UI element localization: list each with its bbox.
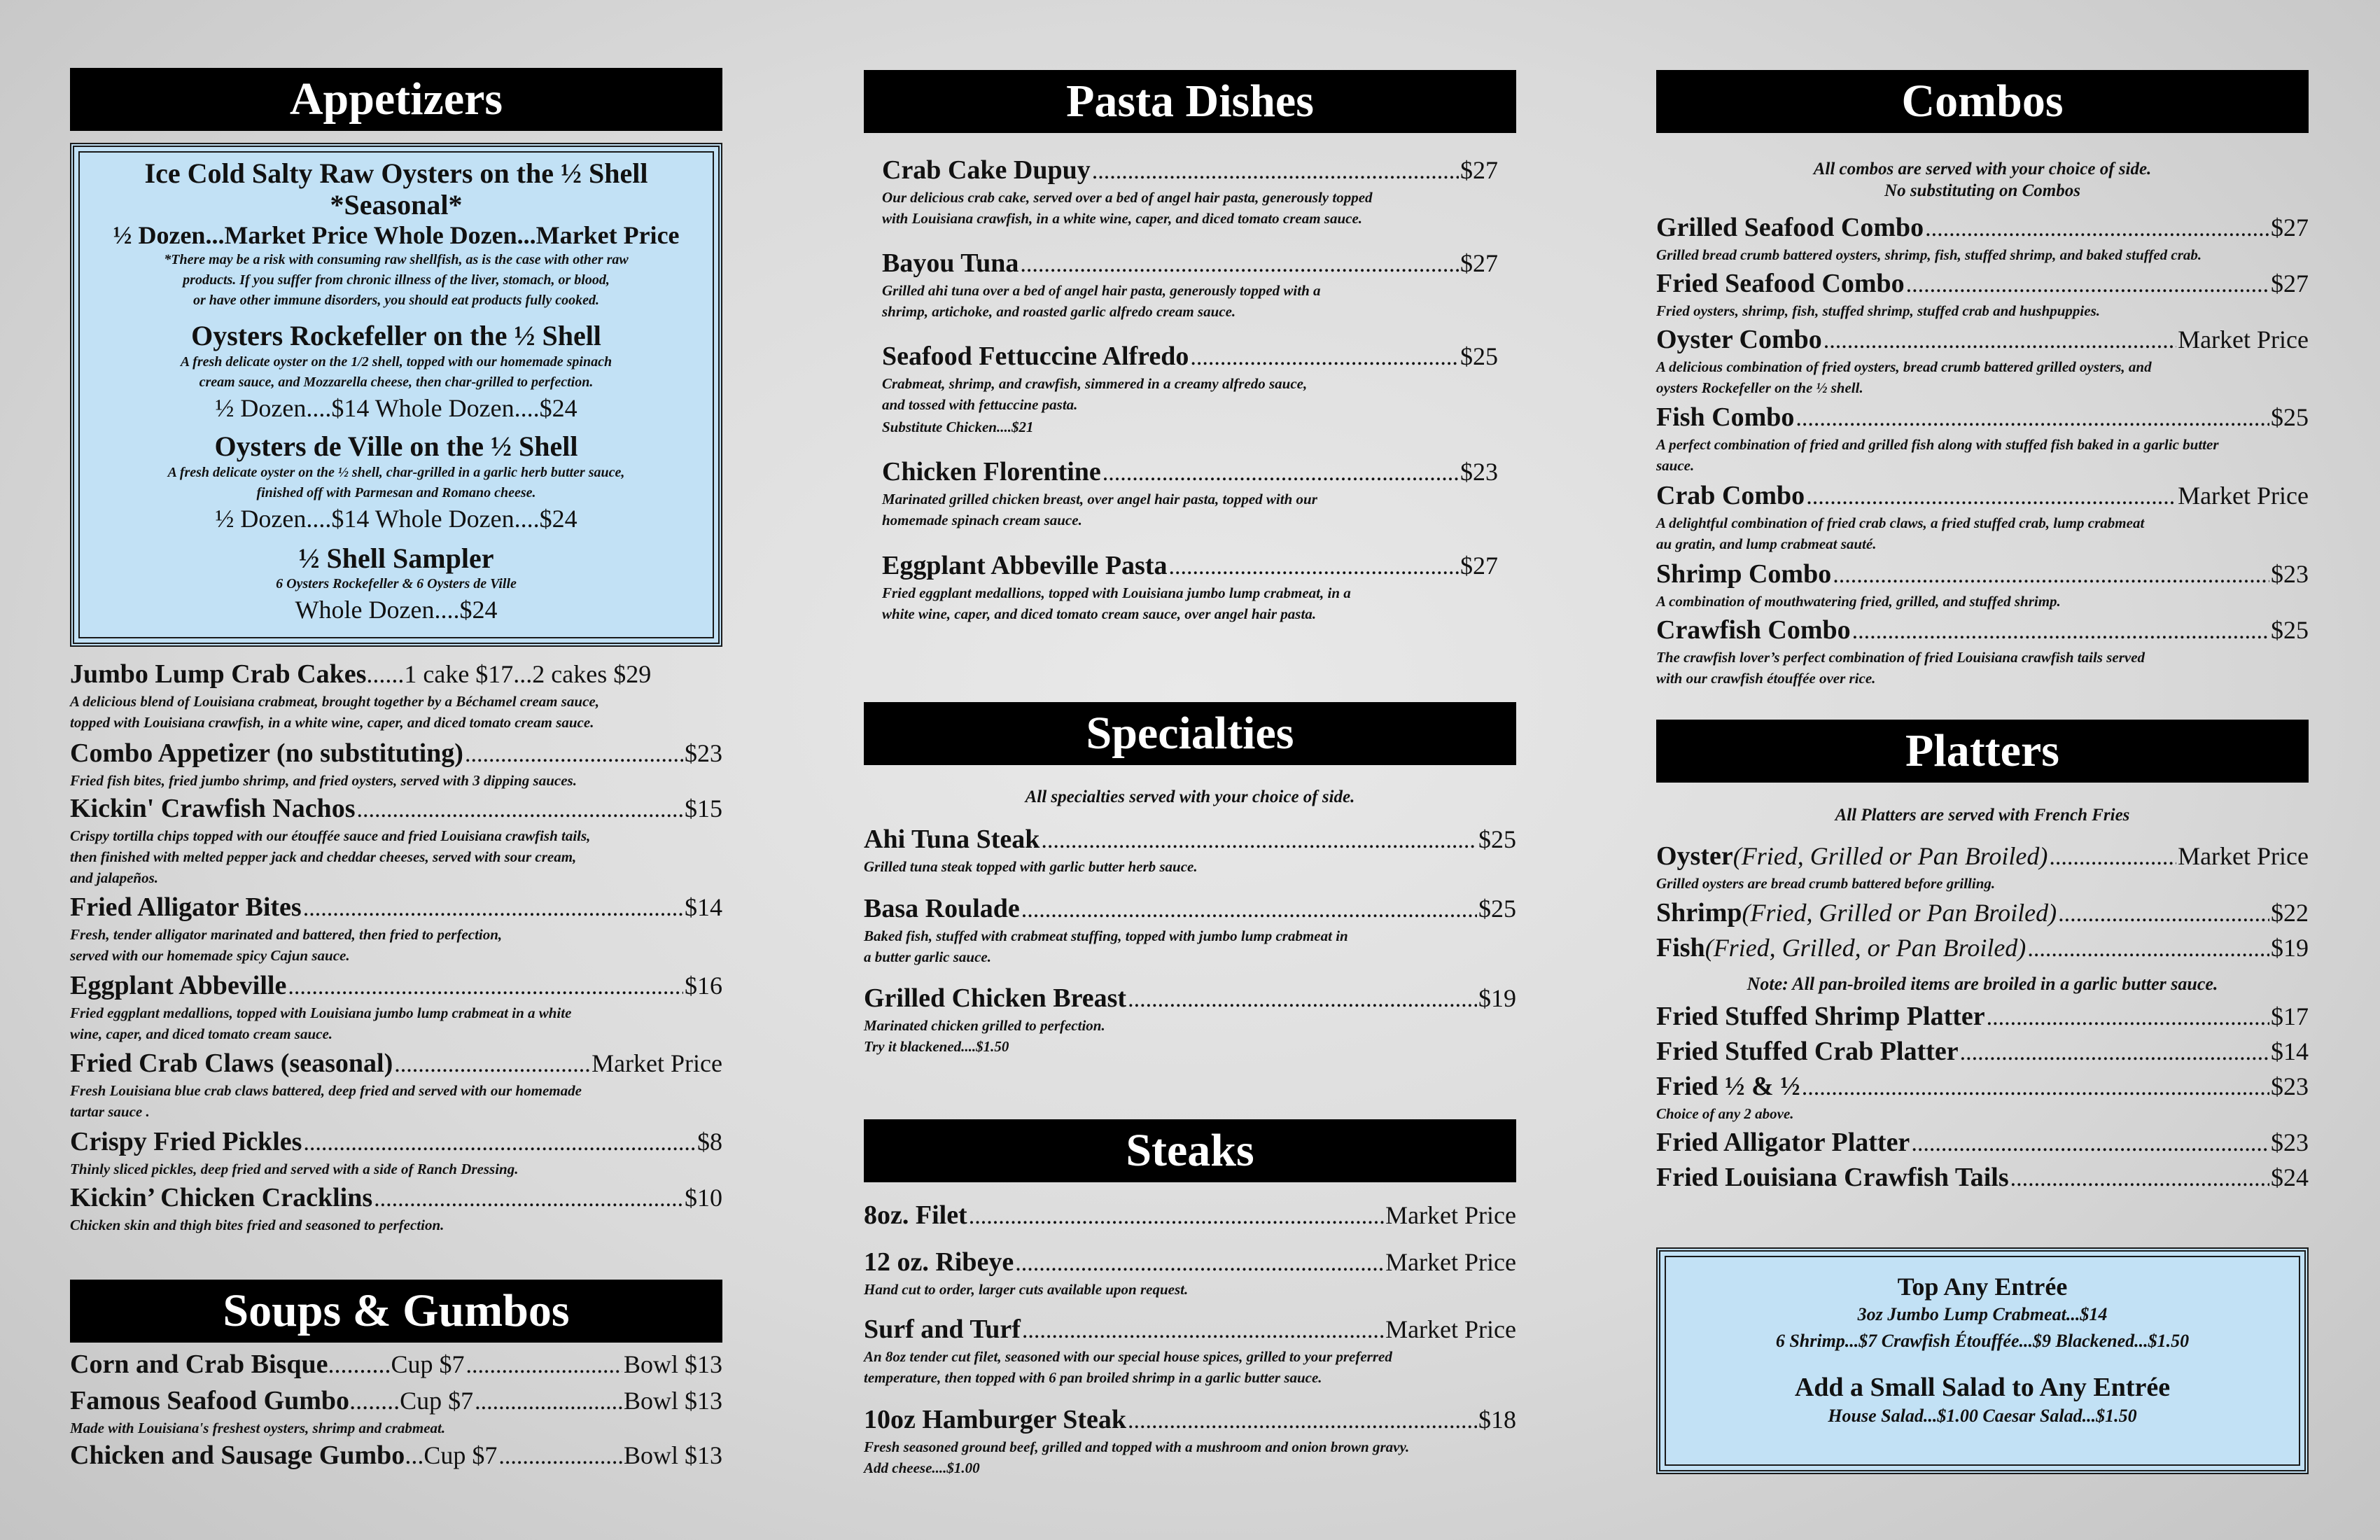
menu-item xyxy=(1656,841,2309,894)
item-price: $17 xyxy=(2271,1002,2309,1030)
item-name: 8oz. Filet xyxy=(864,1200,967,1230)
specialties-note: All specialties served with your choice of side. xyxy=(1025,788,1355,806)
dot-leader xyxy=(1833,562,2269,589)
pasta-header: Pasta Dishes xyxy=(864,70,1516,133)
combos-note: All combos are served with your choice of side. No substituting on Combos xyxy=(1813,160,2152,201)
item-name: Fried Seafood Combo xyxy=(1656,269,1905,298)
item-price: $25 xyxy=(2271,403,2309,431)
dot-leader xyxy=(1823,328,2176,354)
dot-leader xyxy=(465,741,683,768)
item-name: Fried Alligator Platter xyxy=(1656,1128,1910,1157)
specialties-header: Specialties xyxy=(864,702,1516,765)
item-desc: Fresh seasoned ground beef, grilled and topped with a mushroom and onion brown gravy. Add cheese....$1.00 xyxy=(864,1438,1410,1476)
item-price: $14 xyxy=(2271,1037,2309,1065)
menu-item xyxy=(882,342,1498,438)
dot-leader xyxy=(1169,554,1460,580)
item-desc: Grilled bread crumb battered oysters, shrimp, fish, stuffed shrimp, and baked stuffed crab. xyxy=(1656,246,2202,263)
dot-leader xyxy=(288,974,683,1000)
item-desc: Marinated grilled chicken breast, over angel hair pasta, topped with our homemade spinach cream sauce. xyxy=(882,490,1317,528)
menu-item xyxy=(70,1049,722,1122)
item-name: Fried Crab Claws (seasonal) xyxy=(70,1049,393,1078)
item-desc: An 8oz tender cut filet, seasoned with our special house spices, grilled to your preferred temperature, then topped with 6 pan broiled shrimp in a garlic butter sauce. xyxy=(864,1348,1392,1386)
item-name: Crawfish Combo xyxy=(1656,615,1851,645)
dot-leader xyxy=(498,1443,622,1470)
item-desc: A delicious combination of fried oysters, bread crumb battered grilled oysters, and oysters Rockefeller on the ½ shell. xyxy=(1656,358,2152,396)
item-name: Crab Cake Dupuy xyxy=(882,155,1091,185)
menu-item xyxy=(70,659,722,733)
rockefeller-desc: A fresh delicate oyster on the 1/2 shell, topped with our homemade spinach cream sauce, and Mozzarella cheese, then char-grilled to perfection. xyxy=(180,354,612,390)
item-desc: Fried oysters, shrimp, fish, stuffed shrimp, stuffed crab and hushpuppies. xyxy=(1656,302,2101,319)
top-entree-title: Top Any Entrée xyxy=(1897,1273,2068,1301)
menu-item xyxy=(1656,933,2309,963)
topping-box xyxy=(1656,1247,2309,1474)
sampler-title: ½ Shell Sampler xyxy=(298,542,494,574)
item-desc: A delicious blend of Louisiana crabmeat, brought together by a Béchamel cream sauce, topped with Louisiana crawfish, in a white wine, caper, and diced tomato cream sauce. xyxy=(70,692,599,731)
item-name: Crispy Fried Pickles xyxy=(70,1127,302,1156)
item-name: Fish xyxy=(1656,933,1705,962)
dot-leader xyxy=(1128,986,1477,1013)
bowl-price: Bowl $13 xyxy=(623,1387,722,1415)
dot-leader xyxy=(1092,158,1459,185)
item-name: Corn and Crab Bisque xyxy=(70,1350,328,1379)
item-name: Kickin' Crawfish Nachos xyxy=(70,794,356,823)
column-left xyxy=(70,0,722,1540)
item-price: $27 xyxy=(2271,214,2309,241)
item-price: $27 xyxy=(1460,552,1498,580)
bowl-price: Bowl $13 xyxy=(623,1350,722,1378)
dot-leader xyxy=(2027,936,2269,962)
menu-item xyxy=(70,794,722,889)
dot-leader xyxy=(1925,216,2269,242)
item-desc: Fried fish bites, fried jumbo shrimp, and fried oysters, served with 3 dipping sauces. xyxy=(70,771,577,789)
item-name: Fried Alligator Bites xyxy=(70,892,302,922)
item-name: Eggplant Abbeville Pasta xyxy=(882,551,1168,580)
menu-item xyxy=(70,1127,722,1180)
dot-leader xyxy=(1795,405,2269,432)
menu-item xyxy=(882,551,1498,624)
dot-leader xyxy=(1102,460,1459,486)
menu-item xyxy=(864,1247,1516,1300)
item-price: $23 xyxy=(2271,560,2309,588)
menu-item xyxy=(1656,325,2309,398)
item-price: Market Price xyxy=(1385,1315,1516,1343)
item-name: Grilled Seafood Combo xyxy=(1656,213,1924,242)
item-style: (Fried, Grilled or Pan Broiled) xyxy=(1732,842,2048,870)
menu-item xyxy=(1656,213,2309,265)
item-name: Crab Combo xyxy=(1656,481,1805,510)
item-price: $15 xyxy=(685,794,722,822)
item-name: Fried Stuffed Crab Platter xyxy=(1656,1037,1959,1066)
item-name: Kickin’ Chicken Cracklins xyxy=(70,1183,373,1212)
menu-item xyxy=(1656,1072,2309,1124)
item-name: Chicken Florentine xyxy=(882,457,1101,486)
oysters-box xyxy=(70,143,722,647)
raw-oysters-seasonal: *Seasonal* xyxy=(330,188,463,220)
item-desc: A delightful combination of fried crab claws, a fried stuffed crab, lump crabmeat au gratin, and lump crabmeat sauté. xyxy=(1656,514,2145,552)
topping-line-1: 3oz Jumbo Lump Crabmeat...$14 xyxy=(1857,1304,2108,1325)
menu-item xyxy=(864,1405,1516,1478)
item-desc: Grilled tuna steak topped with garlic butter herb sauce. xyxy=(864,858,1198,875)
item-name: Basa Roulade xyxy=(864,894,1020,923)
item-price: $25 xyxy=(1478,825,1516,853)
item-desc: Grilled oysters are bread crumb battered before grilling. xyxy=(1656,874,1996,892)
menu-item xyxy=(882,248,1498,322)
dot-leader xyxy=(1020,251,1459,278)
cup-price: ...Cup $7 xyxy=(405,1441,498,1469)
dot-leader xyxy=(2010,1166,2269,1192)
dot-leader xyxy=(1806,484,2176,510)
steaks-header: Steaks xyxy=(864,1119,1516,1182)
raw-oysters-title: Ice Cold Salty Raw Oysters on the ½ Shell xyxy=(144,158,648,189)
item-price: Market Price xyxy=(592,1049,722,1077)
sampler-price: Whole Dozen....$24 xyxy=(295,596,498,624)
menu-item xyxy=(1656,615,2309,689)
soup-item xyxy=(70,1441,722,1471)
item-desc: Fresh, tender alligator marinated and battered, then fried to perfection, served with our homemade spicy Cajun sauce. xyxy=(70,925,503,964)
item-style: (Fried, Grilled, or Pan Broiled) xyxy=(1704,934,2026,962)
dot-leader xyxy=(374,1186,683,1212)
item-name: Fried Louisiana Crawfish Tails xyxy=(1656,1163,2009,1192)
platters-note: All Platters are served with French Fries xyxy=(1835,806,2130,825)
dot-leader xyxy=(1022,1317,1384,1344)
item-price: $19 xyxy=(1478,984,1516,1012)
dot-leader xyxy=(356,797,683,823)
item-price: $23 xyxy=(685,739,722,767)
item-price: $27 xyxy=(1460,249,1498,277)
dot-leader xyxy=(1906,272,2269,298)
item-price: $24 xyxy=(2271,1163,2309,1191)
soup-item xyxy=(70,1386,722,1438)
item-style: (Fried, Grilled or Pan Broiled) xyxy=(1742,899,2057,927)
item-name: Shrimp xyxy=(1656,898,1742,927)
menu-item xyxy=(864,825,1516,877)
menu-item xyxy=(1656,1163,2309,1193)
dot-leader xyxy=(969,1203,1384,1230)
menu-item xyxy=(70,1183,722,1236)
item-price: $8 xyxy=(697,1128,722,1156)
item-price: $27 xyxy=(1460,156,1498,184)
item-desc: Grilled ahi tuna over a bed of angel hair pasta, generously topped with a shrimp, artichoke, and roasted garlic alfredo cream sauce. xyxy=(882,281,1321,320)
pan-broiled-note: Note: All pan-broiled items are broiled in a garlic butter sauce. xyxy=(1746,974,2218,994)
item-name: Surf and Turf xyxy=(864,1315,1021,1344)
menu-item xyxy=(1656,1037,2309,1067)
item-price: $25 xyxy=(1478,895,1516,923)
item-price: Market Price xyxy=(1385,1248,1516,1276)
menu-item xyxy=(1656,898,2309,928)
item-name: Shrimp Combo xyxy=(1656,559,1832,589)
column-middle xyxy=(864,0,1516,1540)
item-desc: Baked fish, stuffed with crabmeat stuffing, topped with jumbo lump crabmeat in a butter garlic sauce. xyxy=(864,927,1348,965)
item-price: $18 xyxy=(1478,1406,1516,1434)
de-ville-title: Oysters de Ville on the ½ Shell xyxy=(214,430,578,462)
item-name: Seafood Fettuccine Alfredo xyxy=(882,342,1189,371)
platters-header: Platters xyxy=(1656,720,2309,783)
salad-title: Add a Small Salad to Any Entrée xyxy=(1794,1372,2171,1402)
item-desc: A combination of mouthwatering fried, grilled, and stuffed shrimp. xyxy=(1656,592,2061,610)
item-desc: Made with Louisiana's freshest oysters, shrimp and crabmeat. xyxy=(70,1419,446,1436)
item-desc: Fried eggplant medallions, topped with Louisiana jumbo lump crabmeat, in a white wine, caper, and diced tomato cream sauce, over angel hair pasta. xyxy=(882,584,1351,622)
menu-item xyxy=(1656,1002,2309,1032)
item-name: Fried ½ & ½ xyxy=(1656,1072,1800,1101)
menu-item xyxy=(1656,402,2309,476)
menu-item xyxy=(1656,559,2309,612)
menu-item xyxy=(864,1200,1516,1231)
item-desc: A perfect combination of fried and grilled fish along with stuffed fish baked in a garlic butter sauce. xyxy=(1656,435,2219,474)
dot-leader xyxy=(2049,844,2176,871)
dot-leader xyxy=(2058,901,2269,927)
item-price: $10 xyxy=(685,1184,722,1212)
de-ville-prices: ½ Dozen....$14 Whole Dozen....$24 xyxy=(215,504,578,533)
raw-oysters-warning: *There may be a risk with consuming raw shellfish, as is the case with other raw products. If you suffer from chronic illness of the liver, stomach, or blood, or have other immune disorders, you should eat products fully cooked. xyxy=(164,251,629,308)
bowl-price: Bowl $13 xyxy=(623,1441,722,1469)
item-price: ......1 cake $17...2 cakes $29 xyxy=(366,660,652,688)
menu-item xyxy=(1656,1128,2309,1158)
item-name: Fried Stuffed Shrimp Platter xyxy=(1656,1002,1985,1031)
rockefeller-title: Oysters Rockefeller on the ½ Shell xyxy=(191,319,601,351)
item-price: Market Price xyxy=(2178,482,2309,510)
item-price: Market Price xyxy=(2178,842,2309,870)
item-price: $25 xyxy=(2271,616,2309,644)
item-name: 10oz Hamburger Steak xyxy=(864,1405,1127,1434)
dot-leader xyxy=(1190,344,1459,371)
item-price: $23 xyxy=(2271,1128,2309,1156)
substitute-note: Substitute Chicken....$21 xyxy=(882,419,1034,436)
item-name: Eggplant Abbeville xyxy=(70,971,287,1000)
item-name: Fish Combo xyxy=(1656,402,1795,432)
raw-oysters-prices: ½ Dozen...Market Price Whole Dozen...Market Price xyxy=(113,220,680,249)
dot-leader xyxy=(1021,897,1477,923)
item-desc: Our delicious crab cake, served over a bed of angel hair pasta, generously topped with Louisiana crawfish, in a white wine, caper, and diced tomato cream sauce. xyxy=(882,188,1373,227)
menu-item xyxy=(1656,481,2309,554)
item-name: 12 oz. Ribeye xyxy=(864,1247,1014,1277)
item-desc: Crispy tortilla chips topped with our étouffée sauce and fried Louisiana crawfish tails, then finished with melted pepper jack and cheddar cheeses, served with sour cream, and jalapeños. xyxy=(70,827,591,887)
item-desc: Crabmeat, shrimp, and crawfish, simmered in a creamy alfredo sauce, and tossed with fettuccine pasta. xyxy=(882,374,1308,413)
dot-leader xyxy=(394,1051,590,1078)
menu-item xyxy=(70,892,722,966)
soup-item xyxy=(70,1350,722,1380)
item-desc: Thinly sliced pickles, deep fried and served with a side of Ranch Dressing. xyxy=(70,1160,519,1177)
item-desc: The crawfish lover’s perfect combination of fried Louisiana crawfish tails served with our crawfish étouffée over rice. xyxy=(1656,648,2146,687)
sampler-desc: 6 Oysters Rockefeller & 6 Oysters de Ville xyxy=(276,576,517,592)
item-name: Ahi Tuna Steak xyxy=(864,825,1040,854)
item-price: $25 xyxy=(1460,342,1498,370)
dot-leader xyxy=(475,1389,622,1415)
item-name: Jumbo Lump Crab Cakes xyxy=(70,659,367,689)
de-ville-desc: A fresh delicate oyster on the ½ shell, char-grilled in a garlic herb butter sauce, finished off with Parmesan and Romano cheese. xyxy=(167,464,625,500)
soups-header: Soups & Gumbos xyxy=(70,1280,722,1343)
menu-item xyxy=(882,457,1498,531)
item-name: Oyster Combo xyxy=(1656,325,1822,354)
menu-item xyxy=(70,971,722,1044)
topping-line-2: 6 Shrimp...$7 Crawfish Étouffée...$9 Blackened...$1.50 xyxy=(1775,1331,2190,1352)
item-name: Famous Seafood Gumbo xyxy=(70,1386,350,1415)
dot-leader xyxy=(466,1352,622,1379)
item-desc: Fried eggplant medallions, topped with Louisiana jumbo lump crabmeat in a white wine, caper, and diced tomato cream sauce. xyxy=(70,1004,572,1042)
cup-price: ..........Cup $7 xyxy=(328,1350,465,1378)
dot-leader xyxy=(1041,827,1477,854)
column-right xyxy=(1656,0,2309,1540)
item-desc: Marinated chicken grilled to perfection. Try it blackened....$1.50 xyxy=(864,1016,1105,1055)
item-name: Grilled Chicken Breast xyxy=(864,983,1127,1013)
item-price: $22 xyxy=(2271,899,2309,927)
dot-leader xyxy=(1852,618,2269,645)
dot-leader xyxy=(1987,1004,2269,1031)
dot-leader xyxy=(1911,1130,2269,1157)
menu-item xyxy=(864,894,1516,967)
dot-leader xyxy=(303,1130,696,1156)
menu-item xyxy=(864,983,1516,1057)
item-name: Bayou Tuna xyxy=(882,248,1019,278)
item-desc: Fresh Louisiana blue crab claws battered, deep fried and served with our homemade tartar sauce . xyxy=(70,1082,582,1120)
item-price: $16 xyxy=(685,972,722,1000)
item-name: Combo Appetizer (no substituting) xyxy=(70,738,463,768)
menu-item xyxy=(70,738,722,791)
dot-leader xyxy=(1015,1250,1384,1277)
item-price: $27 xyxy=(2271,270,2309,298)
item-desc: Hand cut to order, larger cuts available upon request. xyxy=(864,1280,1189,1298)
item-name: Chicken and Sausage Gumbo xyxy=(70,1441,405,1470)
item-price: $14 xyxy=(685,893,722,921)
menu-item xyxy=(864,1315,1516,1388)
dot-leader xyxy=(1128,1408,1477,1434)
cup-price: ........Cup $7 xyxy=(349,1387,474,1415)
appetizers-header: Appetizers xyxy=(70,68,722,131)
item-price: $19 xyxy=(2271,934,2309,962)
item-price: $23 xyxy=(2271,1072,2309,1100)
salad-line: House Salad...$1.00 Caesar Salad...$1.50 xyxy=(1828,1406,2137,1427)
dot-leader xyxy=(303,895,683,922)
item-price: Market Price xyxy=(2178,326,2309,354)
combos-header: Combos xyxy=(1656,70,2309,133)
dot-leader xyxy=(1802,1074,2269,1101)
item-price: $23 xyxy=(1460,458,1498,486)
rockefeller-prices: ½ Dozen....$14 Whole Dozen....$24 xyxy=(215,393,578,422)
menu-item xyxy=(1656,269,2309,321)
item-name: Oyster xyxy=(1656,841,1733,871)
item-desc: Chicken skin and thigh bites fried and seasoned to perfection. xyxy=(70,1216,444,1233)
item-desc: Choice of any 2 above. xyxy=(1656,1105,1794,1122)
dot-leader xyxy=(1960,1040,2269,1066)
item-price: Market Price xyxy=(1385,1201,1516,1229)
menu-item xyxy=(882,155,1498,229)
